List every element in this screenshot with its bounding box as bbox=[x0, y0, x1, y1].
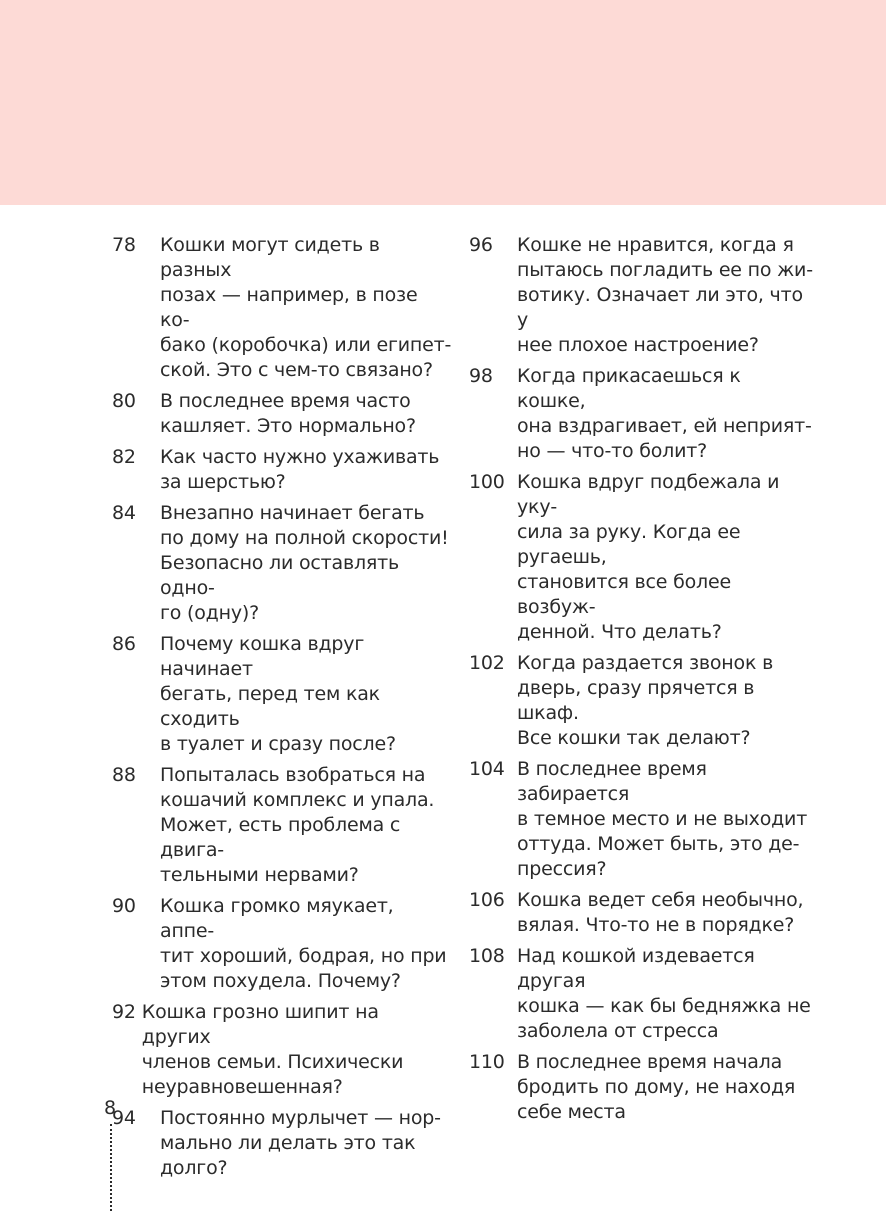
toc-entry[interactable] bbox=[469, 1050, 814, 1125]
toc-entry[interactable] bbox=[469, 651, 814, 751]
toc-entry[interactable] bbox=[469, 233, 814, 358]
toc-page-number: 102 bbox=[469, 652, 505, 674]
toc-title: Кошке не нравится, когда я пытаюсь погладить ее по жи- вотику. Означает ли это, что у нее плохое настроение? bbox=[517, 234, 813, 356]
toc-title: В последнее время начала бродить по дому, не находя себе места bbox=[517, 1051, 796, 1123]
toc-column-right bbox=[469, 233, 814, 1131]
toc-entry[interactable] bbox=[112, 445, 452, 495]
toc-title: Кошка грозно шипит на других членов семьи. Психически неуравновешенная? bbox=[141, 1001, 404, 1098]
toc-page-number: 92 bbox=[112, 1001, 136, 1023]
toc-page-number: 82 bbox=[112, 446, 136, 468]
toc-title: Кошка громко мяукает, аппе- тит хороший, бодрая, но при этом похудела. Почему? bbox=[160, 895, 447, 992]
toc-entry[interactable] bbox=[469, 470, 814, 645]
toc-page-number: 98 bbox=[469, 365, 493, 387]
toc-title: Почему кошка вдруг начинает бегать, перед тем как сходить в туалет и сразу после? bbox=[160, 633, 396, 755]
toc-entry[interactable] bbox=[112, 1106, 452, 1181]
toc-entry[interactable] bbox=[112, 501, 452, 626]
toc-page-number: 96 bbox=[469, 234, 493, 256]
toc-title: Кошка ведет себя необычно, вялая. Что-то не в порядке? bbox=[517, 889, 804, 936]
toc-page-number: 94 bbox=[112, 1107, 136, 1129]
toc-page-number: 80 bbox=[112, 390, 136, 412]
toc-page-number: 100 bbox=[469, 471, 505, 493]
toc-page-number: 108 bbox=[469, 945, 505, 967]
toc-entry[interactable] bbox=[469, 364, 814, 464]
toc-title: Внезапно начинает бегать по дому на полной скорости! Безопасно ли оставлять одно- го (одну)? bbox=[160, 502, 449, 624]
toc-entry[interactable] bbox=[112, 763, 452, 888]
toc-entry[interactable] bbox=[112, 233, 452, 383]
toc-title: В последнее время часто кашляет. Это нормально? bbox=[160, 390, 416, 437]
toc-entry[interactable] bbox=[112, 389, 452, 439]
toc-page-number: 88 bbox=[112, 764, 136, 786]
toc-title: Постоянно мурлычет — нор- мально ли делать это так долго? bbox=[160, 1107, 441, 1179]
toc-page-number: 104 bbox=[469, 758, 505, 780]
toc-entry[interactable] bbox=[112, 632, 452, 757]
dotted-divider bbox=[110, 1124, 112, 1211]
toc-page-number: 106 bbox=[469, 889, 505, 911]
toc-title: Как часто нужно ухаживать за шерстью? bbox=[160, 446, 440, 493]
toc-title: Когда раздается звонок в дверь, сразу прячется в шкаф. Все кошки так делают? bbox=[517, 652, 774, 749]
toc-title: Кошки могут сидеть в разных позах — например, в позе ко- бако (коробочка) или египет- ской. Это с чем-то связано? bbox=[160, 234, 452, 381]
toc-entry[interactable] bbox=[112, 894, 452, 994]
toc-column-left bbox=[112, 233, 452, 1187]
toc-title: Над кошкой издевается другая кошка — как бы бедняжка не заболела от стресса bbox=[517, 945, 811, 1042]
toc-page-number: 78 bbox=[112, 234, 136, 256]
toc-entry[interactable] bbox=[112, 1000, 452, 1100]
toc-title: Когда прикасаешься к кошке, она вздрагивает, ей неприят- но — что-то болит? bbox=[517, 365, 812, 462]
toc-page-number: 86 bbox=[112, 633, 136, 655]
toc-entry[interactable] bbox=[469, 888, 814, 938]
toc-title: В последнее время забирается в темное место и не выходит оттуда. Может быть, это де- прессия? bbox=[517, 758, 808, 880]
toc-page-number: 84 bbox=[112, 502, 136, 524]
toc-page-number: 90 bbox=[112, 895, 136, 917]
header-band bbox=[0, 0, 886, 205]
toc-entry[interactable] bbox=[469, 757, 814, 882]
toc-entry[interactable] bbox=[469, 944, 814, 1044]
page-number: 8 bbox=[104, 1097, 117, 1119]
toc-title: Попыталась взобраться на кошачий комплекс и упала. Может, есть проблема с двига- тельными нервами? bbox=[160, 764, 435, 886]
toc-page-number: 110 bbox=[469, 1051, 505, 1073]
toc-title: Кошка вдруг подбежала и уку- сила за руку. Когда ее ругаешь, становится все более возбуж- денной. Что делать? bbox=[517, 471, 780, 643]
